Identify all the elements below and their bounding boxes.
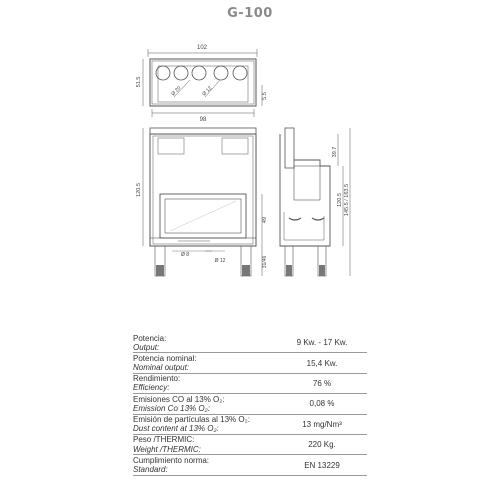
- spec-row-weight: [133, 435, 367, 455]
- spec-value: 13 mg/Nm³: [302, 419, 342, 429]
- front-leg-label: 31/46: [262, 255, 268, 269]
- top-bottom-label: 98: [199, 117, 207, 123]
- spec-value: 76 %: [312, 378, 332, 388]
- side-total-label: 145.5 / 163.5: [344, 183, 350, 217]
- spec-row-co-emission: [133, 394, 367, 414]
- spec-label-es: Emisiones CO al 13% O₂:: [133, 394, 225, 404]
- top-view: [143, 49, 262, 117]
- top-depth-label: 51.5: [136, 76, 142, 88]
- front-pipe-left-label: Ø 8: [180, 252, 190, 258]
- front-pipe-right-label: Ø 12: [214, 258, 226, 264]
- spec-label-en: Emission Co 13% O₂:: [133, 403, 210, 413]
- front-height-label: 120.5: [136, 183, 142, 197]
- spec-row-nominal-output: [133, 353, 367, 373]
- spec-row-efficiency: [133, 374, 367, 394]
- spec-value: 220 Kg.: [308, 440, 336, 450]
- specs-table: [133, 333, 367, 476]
- spec-label-en: Dust content at 13% O₂:: [133, 424, 219, 434]
- spec-label-es: Peso /THERMIC:: [133, 435, 195, 445]
- spec-label-en: Weight /THERMIC:: [133, 444, 201, 454]
- front-glass-height-label: 49: [262, 216, 268, 224]
- product-title: G-100: [227, 6, 273, 21]
- top-offset-label: 5.5: [262, 92, 268, 100]
- spec-row-output: [133, 333, 367, 353]
- spec-label-en: Standard:: [133, 465, 168, 475]
- spec-value: 15,4 Kw.: [306, 358, 338, 368]
- spec-label-es: Rendimiento:: [133, 374, 181, 384]
- spec-label-en: Efficiency:: [133, 383, 170, 393]
- spec-label-es: Potencia:: [133, 333, 167, 343]
- top-width-label: 102: [196, 45, 208, 51]
- side-height-label: 120.5: [337, 193, 343, 207]
- spec-row-dust-content: [133, 415, 367, 435]
- top-pipe-left-label: Ø 20: [170, 85, 183, 98]
- front-view: [143, 128, 262, 276]
- spec-value: EN 13229: [304, 460, 340, 470]
- spec-value: 0,08 %: [309, 399, 335, 409]
- spec-label-es: Cumplimiento norma:: [133, 455, 210, 465]
- top-pipe-right-label: Ø 12: [201, 85, 214, 98]
- side-top-label: 39.7: [332, 146, 338, 158]
- spec-row-standard: [133, 455, 367, 475]
- spec-value: 9 Kw. - 17 Kw.: [296, 338, 348, 348]
- spec-label-en: Nominal output:: [133, 363, 190, 373]
- spec-label-en: Output:: [133, 342, 160, 352]
- spec-label-es: Emisión de partículas al 13% O₂:: [133, 415, 250, 425]
- spec-label-es: Potencia nominal:: [133, 353, 197, 363]
